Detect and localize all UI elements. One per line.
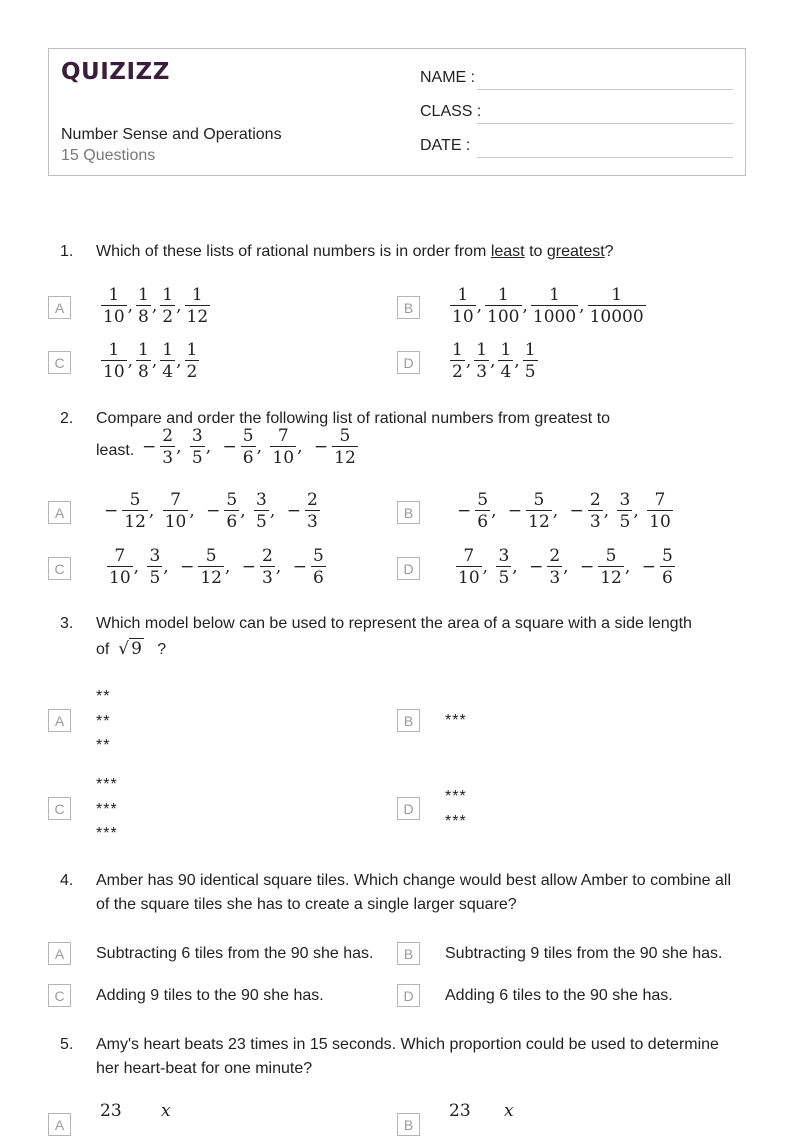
denominator: 8 [138,307,149,327]
denominator: 3 [162,448,174,468]
denominator: 3 [476,362,488,382]
numerator: 1 [452,340,463,360]
denominator: 10 [458,568,480,588]
numerator: 2 [589,490,601,510]
fraction [160,285,175,328]
option-d-answer[interactable] [455,546,676,589]
numerator: 1 [611,285,623,305]
denominator: 6 [226,512,238,532]
option-d-answer[interactable] [449,340,539,383]
option-c-answer[interactable] [106,546,327,589]
fraction [332,426,358,469]
date-field[interactable] [477,157,733,158]
numerator: 5 [605,546,617,566]
numerator: 2 [162,426,174,446]
numerator: 5 [533,490,545,510]
denominator: 8 [138,362,149,382]
numerator: 5 [129,490,141,510]
fraction [185,340,200,383]
numerator: 7 [463,546,475,566]
numerator: 1 [500,340,512,360]
numerator: 5 [242,426,254,446]
denominator: 3 [589,512,601,532]
fraction [198,546,224,589]
denominator: 10 [164,512,187,532]
fraction [588,285,646,328]
denominator: 5 [149,568,161,588]
denominator: 10 [103,307,125,327]
question-text-part: Which of these lists of rational numbers is in order from [96,243,491,260]
numerator: 3 [149,546,161,566]
denominator: 10 [452,307,474,327]
question-number: 5. [60,1036,74,1053]
fraction [136,340,151,383]
numerator: 1 [138,285,149,305]
numerator: 1 [108,340,120,360]
worksheet-header [48,48,746,176]
comma: , [163,557,175,577]
question-number: 2. [60,410,74,427]
option-b-answer[interactable] [445,709,467,734]
fraction [498,340,513,383]
denominator: 6 [242,448,254,468]
square-root: √ 9 [118,639,142,659]
comma: , [491,501,502,521]
question-count: 15 Questions [61,147,156,164]
fraction [305,490,320,533]
denominator: 2 [162,307,174,327]
denominator: 5 [524,362,536,382]
minus-sign: − [579,557,595,577]
denominator: 12 [600,568,622,588]
fraction [547,546,562,589]
star-row: *** [96,776,118,793]
numerator: 1 [191,285,203,305]
minus-sign: − [313,437,329,457]
numerator: 3 [191,426,203,446]
fraction [617,490,632,533]
option-a-box[interactable]: A [48,942,71,965]
comma: , [127,351,134,371]
denominator: 5 [256,512,267,532]
fraction [496,546,511,589]
numerator: 1 [476,340,488,360]
option-a-box[interactable]: A [48,501,71,524]
option-d-box[interactable]: D [397,557,420,580]
numerator: 1 [524,340,536,360]
comma: , [275,557,287,577]
name-label: NAME : [420,69,476,86]
numerator: 5 [661,546,673,566]
radicand: 9 [131,639,142,659]
denominator: 12 [186,307,209,327]
comma: , [148,501,160,521]
fraction [450,285,476,328]
comma: , [269,501,281,521]
comma: , [189,501,201,521]
option-c-answer[interactable] [100,340,200,383]
question-text-line2 [96,637,746,662]
minus-sign: − [142,437,157,457]
numerator: 2 [262,546,273,566]
fraction [450,340,465,383]
option-a-answer[interactable] [96,685,110,759]
minus-sign: − [104,501,119,521]
fraction [270,426,296,469]
denominator: 2 [186,362,198,382]
fraction [598,546,624,589]
numerator: 3 [256,490,267,510]
question-number: 1. [60,243,74,260]
denominator: 5 [619,512,631,532]
underlined-word: least [490,243,525,260]
denominator: 100 [487,307,520,327]
option-a-answer[interactable]: Subtracting 6 tiles from the 90 she has. [96,945,374,962]
fraction [474,340,489,383]
numerator: 7 [277,426,289,446]
denominator: 1000 [532,307,577,327]
comma: , [224,557,236,577]
denominator: 3 [549,568,561,588]
comma: , [490,351,496,371]
question-text-part: ? [604,243,614,260]
question-text [96,240,746,264]
fraction [160,426,175,469]
option-d-answer[interactable] [445,785,467,834]
question-text: Amy's heart beats 23 times in 15 seconds. Which proportion could be used to determine her heart-beat for one minute? [96,1036,719,1077]
comma: , [151,351,158,371]
fraction [190,426,205,469]
comma: , [176,351,182,371]
option-c-box[interactable]: C [48,984,71,1007]
question-number: 4. [60,872,74,889]
numerator: 7 [114,546,126,566]
denominator: 10 [103,362,125,382]
question-text-part: to [524,243,547,260]
denominator: 12 [124,512,146,532]
comma: , [476,296,483,316]
minus-sign: − [241,557,257,577]
question-text: Amber has 90 identical square tiles. Which change would best allow Amber to combine all of the square tiles she has to create a single larger square? [96,872,731,913]
name-field[interactable] [477,89,733,90]
numerator: 5 [205,546,217,566]
fraction [456,546,482,589]
fraction [260,546,275,589]
minus-sign: − [180,557,195,577]
star-row: *** [445,712,467,729]
numerator: 1 [457,285,469,305]
option-b-numerator-right: x [504,1101,514,1121]
option-b-box[interactable]: B [397,1113,420,1136]
option-a-box[interactable]: A [48,296,71,319]
fraction [147,546,162,589]
denominator: 12 [528,512,550,532]
fraction [241,426,256,469]
option-c-answer[interactable] [96,773,118,847]
option-c-box[interactable]: C [48,557,71,580]
comma: , [465,351,472,371]
fraction [647,490,673,533]
option-b-answer[interactable] [449,285,647,328]
question-text-part: ? [157,641,167,658]
option-d-answer[interactable]: Adding 6 tiles to the 90 she has. [445,987,673,1004]
comma: , [603,501,615,521]
fraction [531,285,578,328]
comma: , [176,437,187,457]
option-a-numerator-right: x [161,1101,171,1121]
minus-sign: − [507,501,523,521]
denominator: 6 [312,568,324,588]
option-d-box[interactable]: D [397,797,420,820]
numerator: 1 [138,340,149,360]
minus-sign: − [641,557,656,577]
comma: , [176,296,182,316]
denominator: 3 [262,568,273,588]
option-b-box[interactable]: B [397,501,420,524]
numerator: 5 [226,490,238,510]
fraction [185,285,211,328]
comma: , [552,501,564,521]
date-label: DATE : [420,137,471,154]
minus-sign: − [457,501,472,521]
comma: , [151,296,158,316]
fraction [523,340,538,383]
numerator: 1 [162,285,174,305]
fraction [660,546,675,589]
option-a-numerator-left: 23 [100,1101,122,1121]
denominator: 10 [649,512,671,532]
quizizz-logo: QUIZIZZ [61,59,170,85]
numerator: 3 [619,490,631,510]
option-c-box[interactable]: C [48,797,71,820]
worksheet-title: Number Sense and Operations [61,126,282,143]
denominator: 10000 [589,307,644,327]
numerator: 5 [477,490,489,510]
question-text: Compare and order the following list of rational numbers from greatest to [96,410,611,427]
star-row: *** [96,825,118,842]
fraction [588,490,603,533]
denominator: 10 [109,568,131,588]
numerator: 1 [162,340,174,360]
option-c-box[interactable]: C [48,351,71,374]
option-a-answer[interactable] [100,490,321,533]
option-b-answer[interactable] [453,490,674,533]
fraction [475,490,490,533]
comma: , [127,296,134,316]
option-a-box[interactable]: A [48,1113,71,1136]
numerator: 1 [108,285,120,305]
denominator: 6 [477,512,489,532]
star-row: *** [445,812,467,830]
comma: , [579,296,585,316]
option-b-answer[interactable]: Subtracting 9 tiles from the 90 she has. [445,945,723,962]
denominator: 5 [498,568,510,588]
comma: , [133,557,145,577]
fraction [160,340,175,383]
denominator: 6 [661,568,673,588]
fraction [107,546,133,589]
question-text: Which model below can be used to represent the area of a square with a side length [96,615,692,632]
option-d-box[interactable]: D [397,984,420,1007]
star-row: ** [96,688,111,705]
numerator: 1 [549,285,560,305]
minus-sign: − [206,501,221,521]
denominator: 3 [306,512,318,532]
option-b-numerator-left: 23 [449,1101,471,1121]
comma: , [205,437,217,457]
question-text-part: least. [96,442,135,459]
fraction [101,285,127,328]
denominator: 12 [334,448,356,468]
fraction [254,490,269,533]
option-b-box[interactable]: B [397,942,420,965]
minus-sign: − [569,501,584,521]
comma: , [512,557,524,577]
fraction [136,285,151,328]
option-d-box[interactable]: D [397,351,420,374]
numerator: 5 [339,426,351,446]
comma: , [633,501,645,521]
denominator: 4 [500,362,512,382]
numerator: 2 [306,490,318,510]
fraction [163,490,189,533]
minus-sign: − [286,501,301,521]
numerator: 1 [497,285,509,305]
fraction [101,340,127,383]
numerator: 2 [549,546,561,566]
star-row: *** [445,788,467,805]
comma: , [514,351,520,371]
comma: , [240,501,252,521]
numerator: 7 [654,490,666,510]
numerator: 1 [186,340,198,360]
comma: , [297,437,308,457]
question-text-line2 [96,439,134,463]
numerator: 5 [312,546,324,566]
denominator: 5 [191,448,203,468]
class-field[interactable] [477,123,733,124]
numerator: 3 [498,546,510,566]
underlined-word: greatest [546,243,605,260]
comma: , [482,557,494,577]
comma: , [522,296,528,316]
numerator: 7 [170,490,181,510]
star-row: *** [96,800,118,818]
comma: , [624,557,636,577]
star-row: ** [96,737,111,754]
fraction [122,490,148,533]
comma: , [256,437,268,457]
fraction [526,490,552,533]
fraction [224,490,239,533]
class-label: CLASS : [420,103,482,120]
minus-sign: − [292,557,307,577]
option-c-answer[interactable]: Adding 9 tiles to the 90 she has. [96,987,324,1004]
fraction [485,285,521,328]
option-a-box[interactable]: A [48,709,71,732]
option-a-answer[interactable] [100,285,211,328]
denominator: 4 [162,362,174,382]
denominator: 10 [272,448,295,468]
question-text-part: of [96,641,110,658]
minus-sign: − [529,557,544,577]
minus-sign: − [222,437,237,457]
question-fraction-list [138,426,359,469]
denominator: 2 [452,362,463,382]
question-number: 3. [60,615,74,632]
comma: , [563,557,574,577]
denominator: 12 [200,568,222,588]
star-row: ** [96,712,111,730]
fraction [311,546,326,589]
option-b-box[interactable]: B [397,709,420,732]
option-b-box[interactable]: B [397,296,420,319]
